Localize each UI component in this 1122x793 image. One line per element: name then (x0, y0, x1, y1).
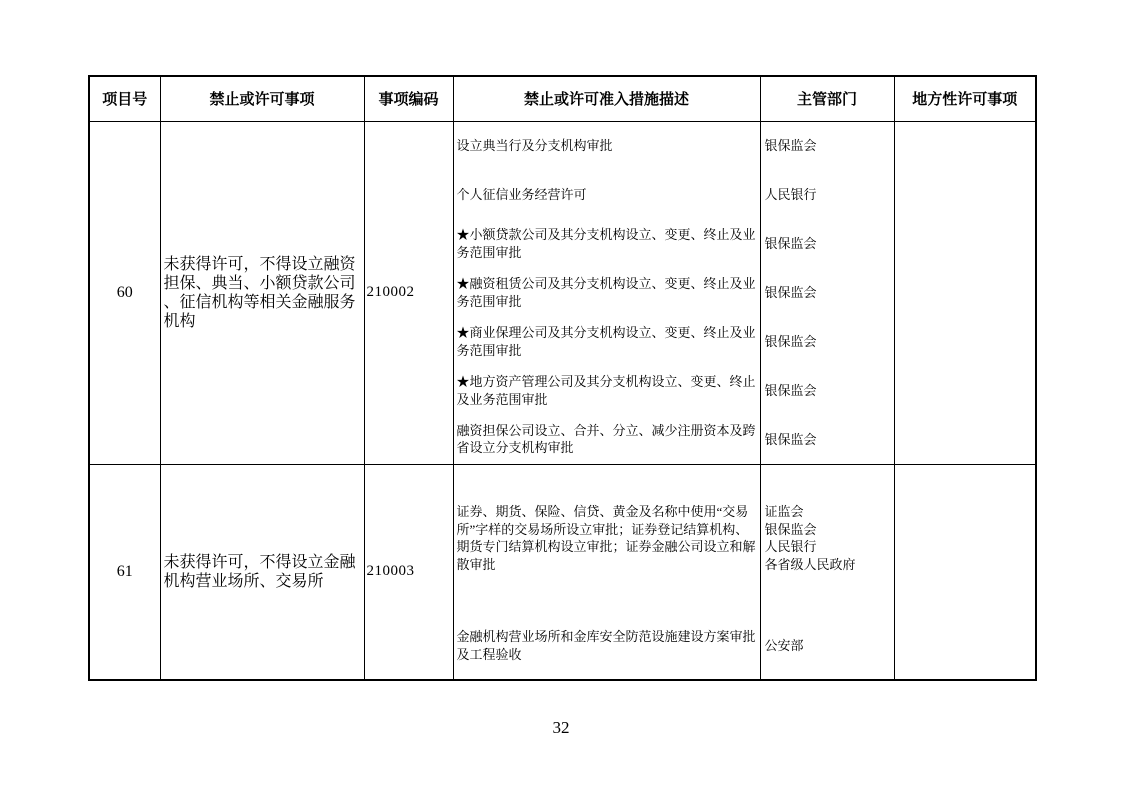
authority-cell (760, 317, 894, 366)
measure-description: 证券、期货、保险、信贷、黄金及名称中使用“交易所”字样的交易场所设立审批；证券登记结算机构、期货专门结算机构设立审批；证券金融公司设立和解散审批 (453, 464, 760, 612)
authority-cell (760, 219, 894, 268)
table-header-row (89, 76, 1036, 121)
item-code: 210003 (364, 464, 453, 680)
measure-description: 设立典当行及分支机构审批 (453, 121, 760, 170)
authority-name: 银保监会 (764, 431, 817, 447)
authority-cell (760, 464, 894, 612)
authority-name: 银保监会 (764, 235, 817, 251)
measure-description: ★小额贷款公司及其分支机构设立、变更、终止及业务范围审批 (453, 219, 760, 268)
measure-description: 融资担保公司设立、合并、分立、减少注册资本及跨省设立分支机构审批 (453, 415, 760, 464)
authority-name: 银保监会 (764, 382, 817, 398)
measure-description: ★融资租赁公司及其分支机构设立、变更、终止及业务范围审批 (453, 268, 760, 317)
local-permit-item (894, 464, 1036, 680)
project-number: 61 (89, 464, 160, 680)
column-header: 主管部门 (760, 76, 894, 121)
project-number: 60 (89, 121, 160, 464)
measure-description: 个人征信业务经营许可 (453, 170, 760, 219)
measure-description: 金融机构营业场所和金库安全防范设施建设方案审批及工程验收 (453, 612, 760, 680)
authority-cell (760, 170, 894, 219)
authority-name: 银保监会 (764, 521, 817, 537)
authority-name: 证监会 (764, 504, 804, 520)
access-measures-table (88, 75, 1037, 681)
authority-cell (760, 366, 894, 415)
prohibited-or-licensed-item: 未获得许可，不得设立融资担保、典当、小额贷款公司、征信机构等相关金融服务机构 (160, 121, 364, 464)
authority-name: 银保监会 (764, 138, 817, 153)
authority-cell (760, 268, 894, 317)
authority-name: 各省级人民政府 (764, 556, 856, 572)
authority-name: 银保监会 (764, 284, 817, 300)
authority-name: 公安部 (764, 637, 804, 653)
authority-cell (760, 415, 894, 464)
authority-name: 人民银行 (764, 186, 817, 202)
column-header: 项目号 (89, 76, 160, 121)
authority-name: 人民银行 (764, 539, 817, 555)
table-row (89, 121, 1036, 170)
page-number: 32 (552, 718, 570, 737)
authority-cell (760, 612, 894, 680)
table-row (89, 464, 1036, 612)
item-code: 210002 (364, 121, 453, 464)
column-header: 地方性许可事项 (894, 76, 1036, 121)
local-permit-item (894, 121, 1036, 464)
column-header: 禁止或许可事项 (160, 76, 364, 121)
measure-description: ★地方资产管理公司及其分支机构设立、变更、终止及业务范围审批 (453, 366, 760, 415)
column-header: 事项编码 (364, 76, 453, 121)
authority-cell (760, 121, 894, 170)
authority-name: 银保监会 (764, 333, 817, 349)
measure-description: ★商业保理公司及其分支机构设立、变更、终止及业务范围审批 (453, 317, 760, 366)
column-header: 禁止或许可准入措施描述 (453, 76, 760, 121)
prohibited-or-licensed-item: 未获得许可，不得设立金融机构营业场所、交易所 (160, 464, 364, 680)
